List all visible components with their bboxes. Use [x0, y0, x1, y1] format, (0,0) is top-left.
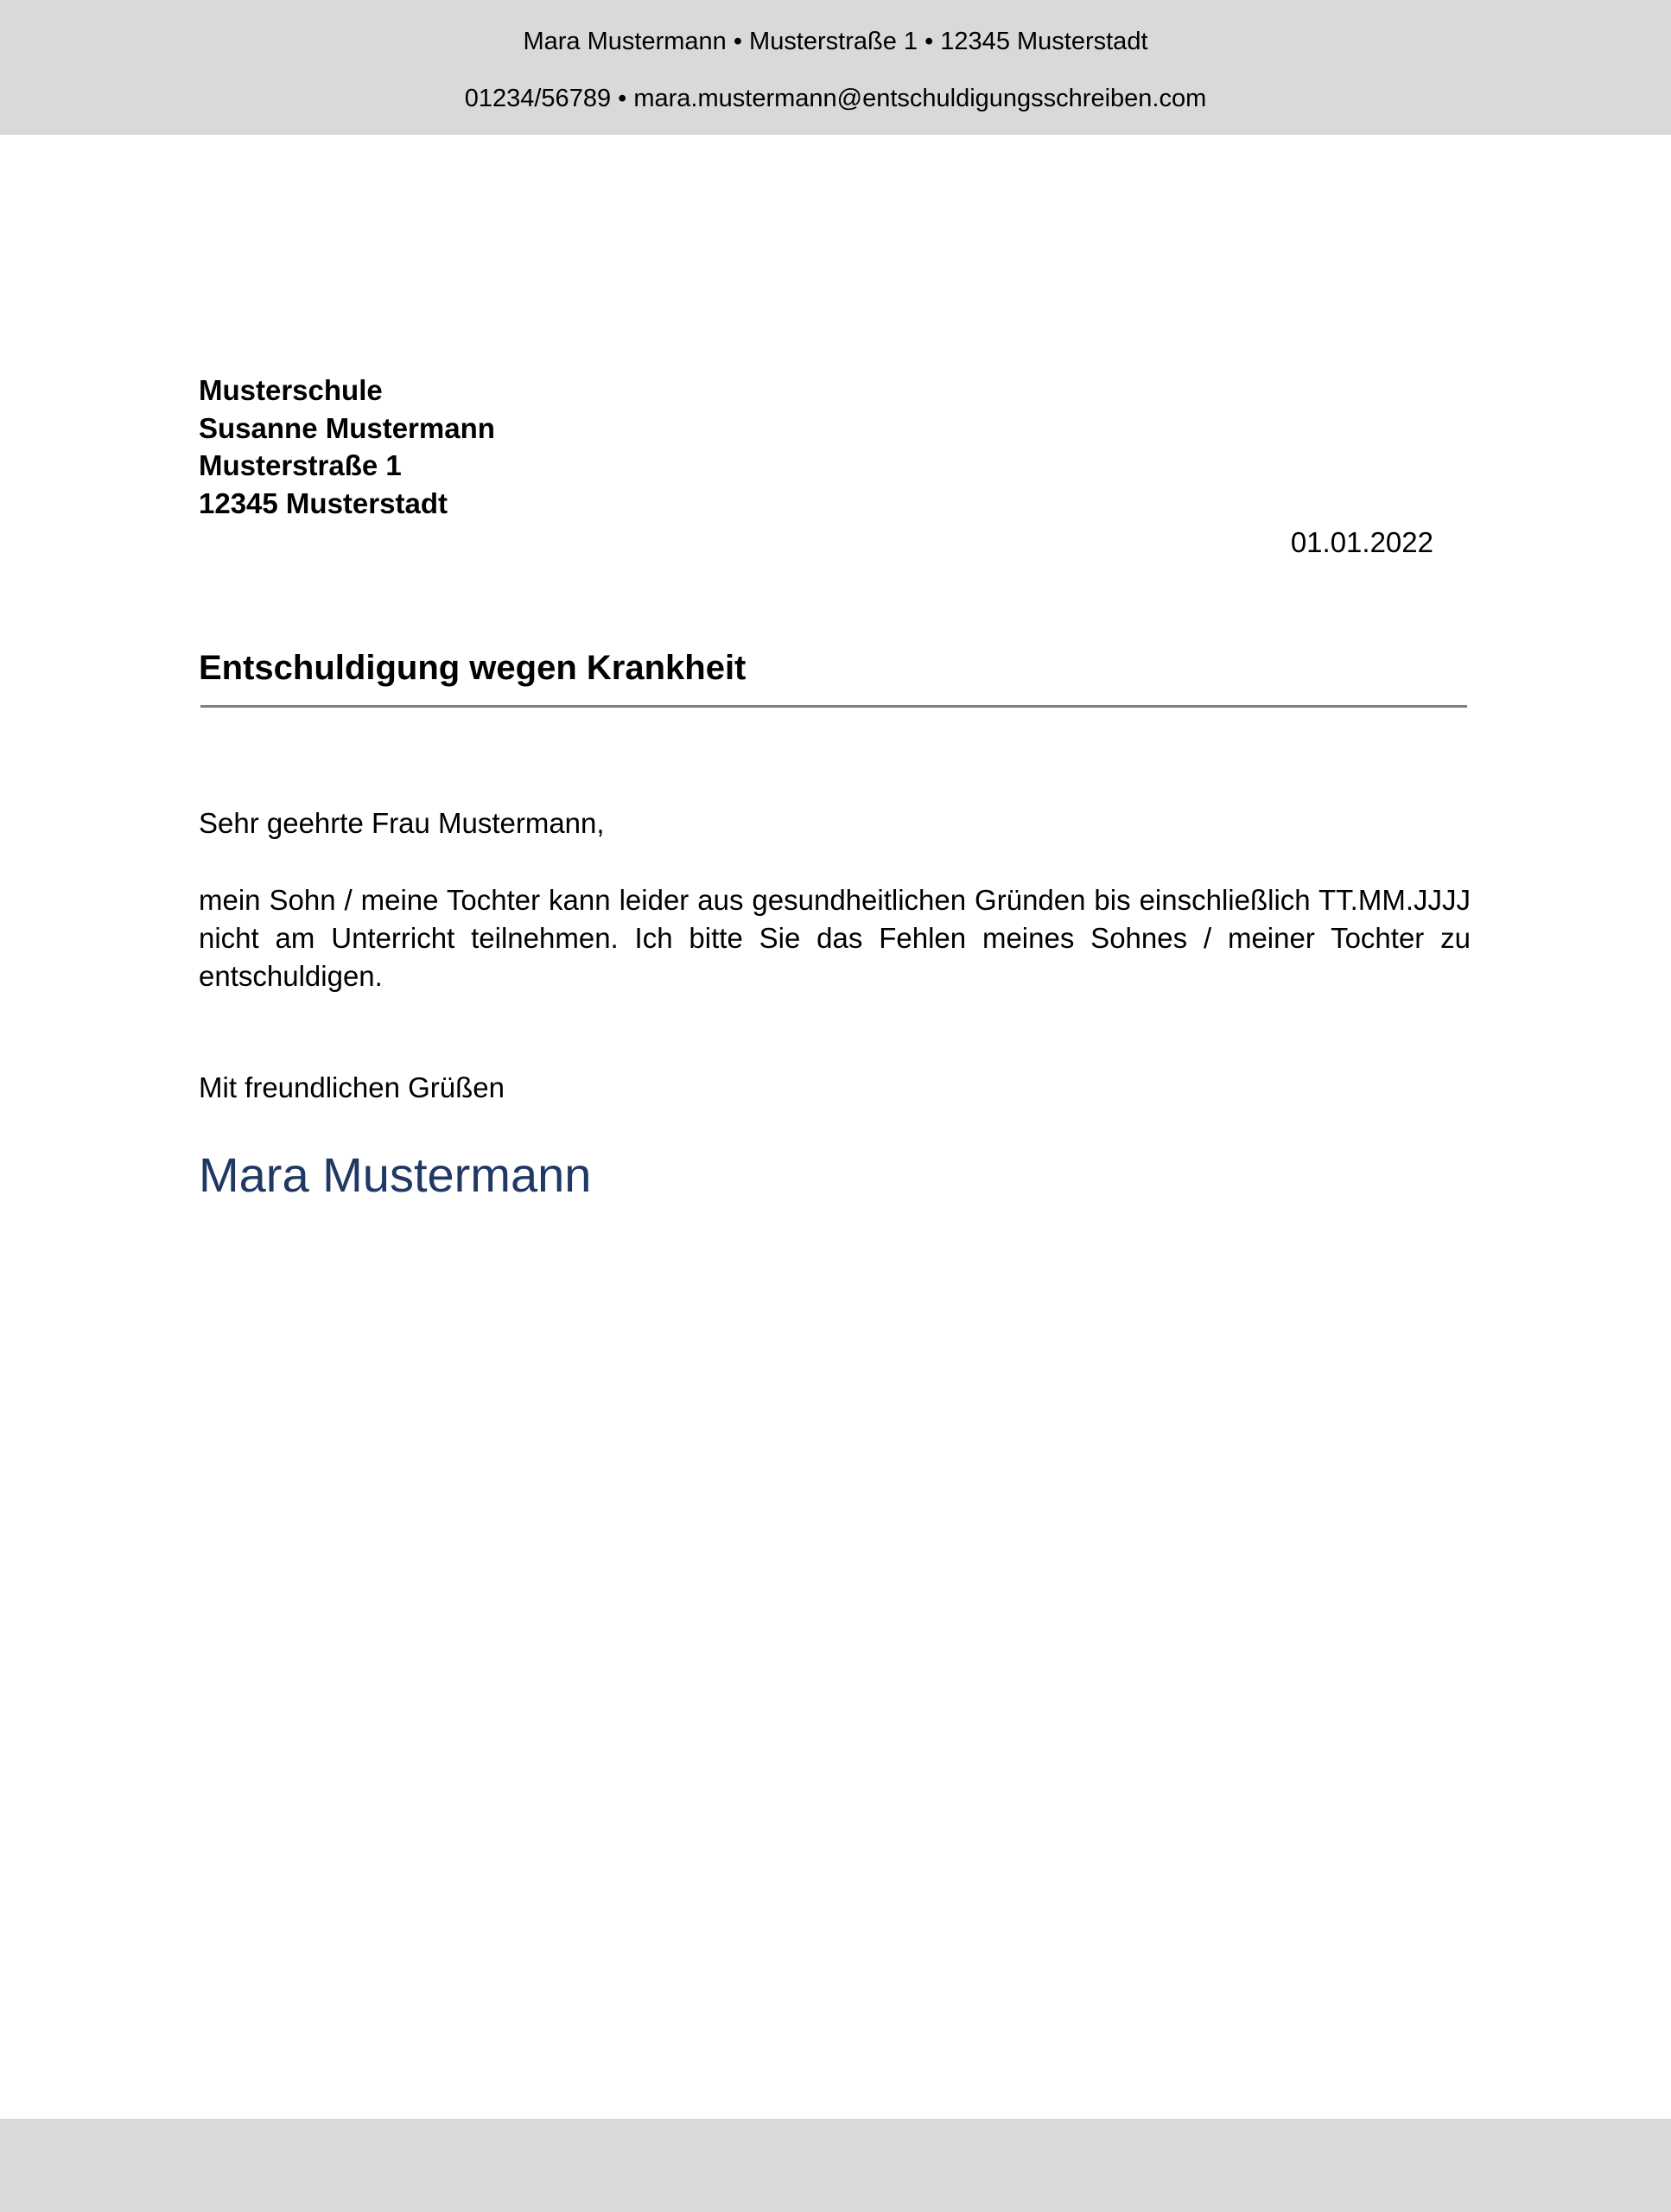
recipient-organization: Musterschule: [199, 374, 383, 406]
recipient-address-block: [199, 372, 495, 522]
letterhead-band: [0, 0, 1671, 135]
closing-phrase: Mit freundlichen Grüßen: [199, 1071, 505, 1103]
subject-divider: [200, 705, 1467, 708]
letter-subject: Entschuldigung wegen Krankheit: [199, 649, 747, 687]
recipient-city: 12345 Musterstadt: [199, 486, 448, 519]
footer-band: [0, 2119, 1671, 2212]
recipient-name: Susanne Mustermann: [199, 411, 495, 444]
letter-body: mein Sohn / meine Tochter kann leider aus gesundheitlichen Gründen bis einschließlich TT.MM.JJJJ nicht am Unterricht teilnehmen. Ich bitte Sie das Fehlen meines Sohnes / meiner Tochter zu entschuldigen.: [199, 884, 1471, 992]
signature: Mara Mustermann: [199, 1147, 592, 1202]
letter-date: 01.01.2022: [1290, 526, 1433, 558]
salutation: Sehr geehrte Frau Mustermann,: [199, 807, 605, 839]
sender-contact: 01234/56789 • mara.mustermann@entschuldigungsschreiben.com: [464, 85, 1207, 112]
recipient-street: Musterstraße 1: [199, 449, 402, 481]
sender-address: Mara Mustermann • Musterstraße 1 • 12345 Musterstadt: [523, 28, 1148, 55]
